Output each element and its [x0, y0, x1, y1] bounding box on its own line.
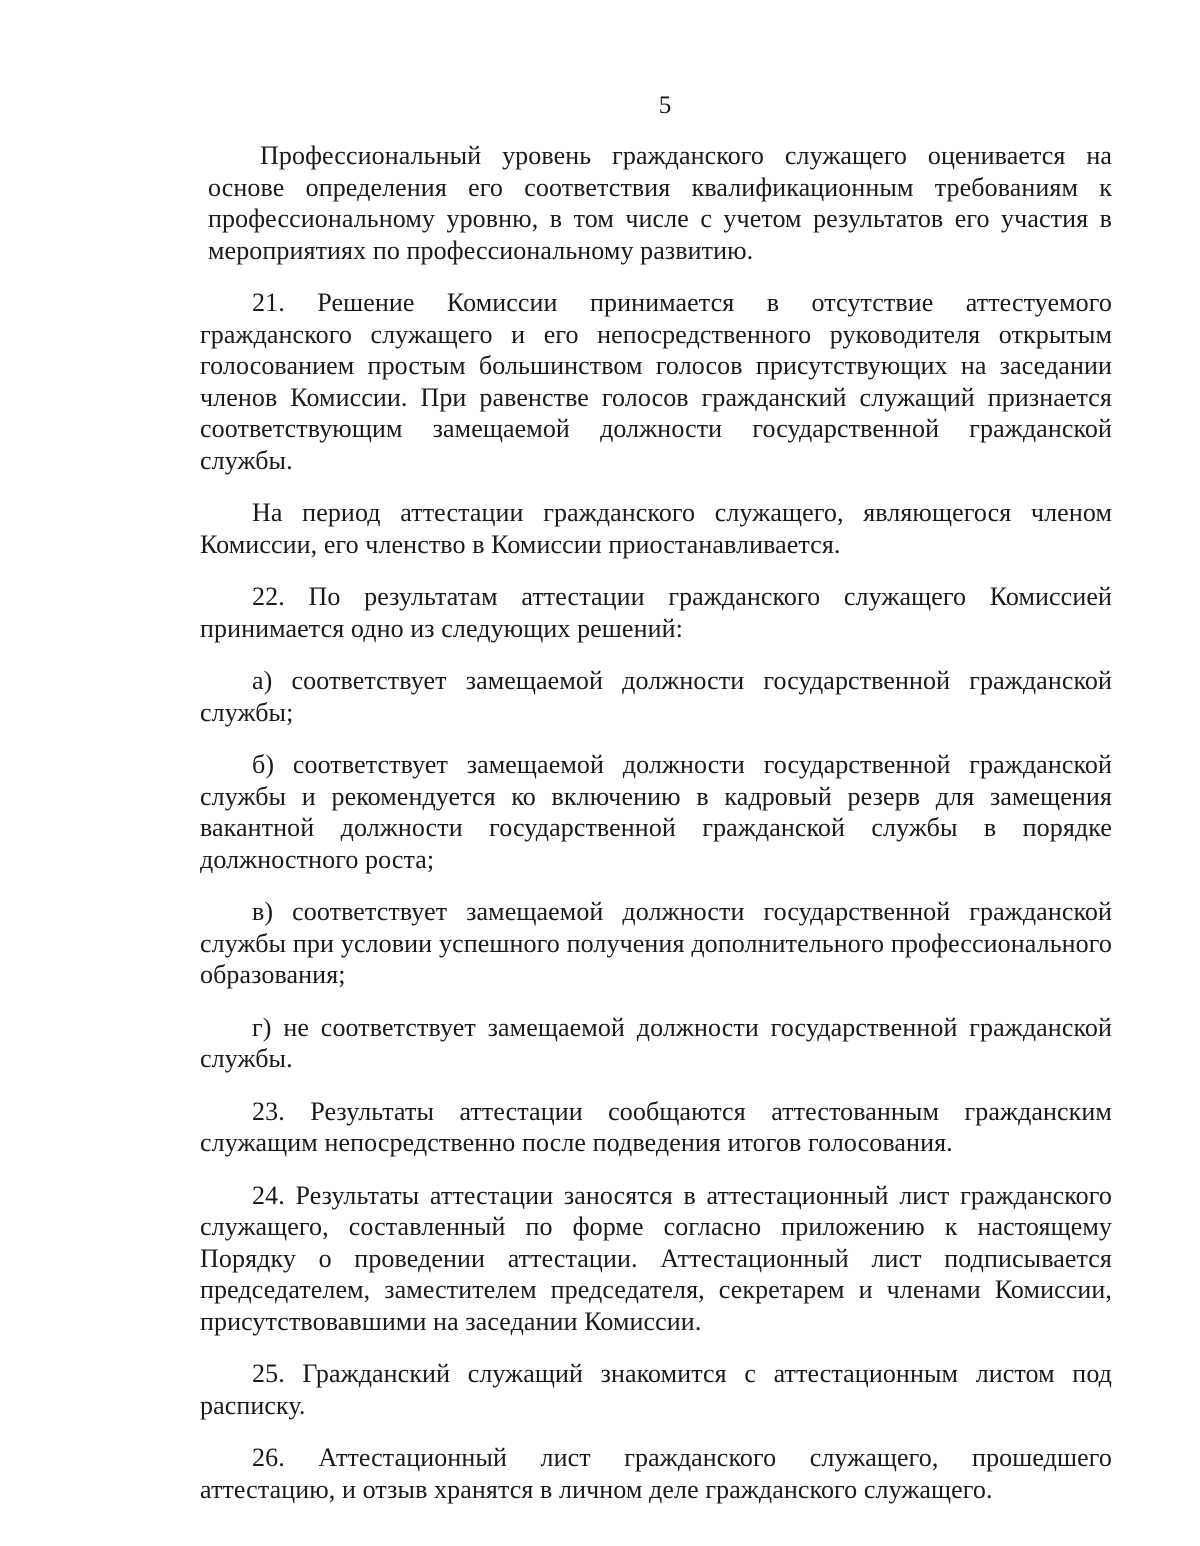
- paragraph-professional-level: Профессиональный уровень гражданского служащего оценивается на основе определения его соответствия квалификационным требованиям к профессиональному уровню, в том числе с учетом результатов его участия в мероприятиях по профессиональному развитию.: [208, 141, 1112, 265]
- paragraph-26: 26. Аттестационный лист гражданского служащего, прошедшего аттестацию, и отзыв хранятся в личном деле гражданского служащего.: [200, 1443, 1112, 1504]
- paragraph-22-g: г) не соответствует замещаемой должности государственной гражданской службы.: [200, 1012, 1112, 1073]
- paragraph-22-v: в) соответствует замещаемой должности государственной гражданской службы при условии успешного получения дополнительного профессионального образования;: [200, 897, 1112, 989]
- paragraph-21: 21. Решение Комиссии принимается в отсутствие аттестуемого гражданского служащего и его непосредственного руководителя открытым голосованием простым большинством голосов присутствующих на заседании членов Комиссии. При равенстве голосов гражданский служащий признается соответствующим замещаемой должности государственной гражданской службы.: [200, 288, 1112, 475]
- paragraph-22: 22. По результатам аттестации гражданского служащего Комиссией принимается одно из следующих решений:: [200, 582, 1112, 643]
- page-number: 5: [658, 92, 672, 119]
- paragraph-24: 24. Результаты аттестации заносятся в аттестационный лист гражданского служащего, составленный по форме согласно приложению к настоящему Порядку о проведении аттестации. Аттестационный лист подписывается председателем, заместителем председателя, секретарем и членами Комиссии, присутствовавшими на заседании Комиссии.: [200, 1180, 1112, 1336]
- paragraph-22-b: б) соответствует замещаемой должности государственной гражданской службы и рекомендуется ко включению в кадровый резерв для замещения вакантной должности государственной гражданской службы в порядке должностного роста;: [200, 750, 1112, 874]
- paragraph-22-a: а) соответствует замещаемой должности государственной гражданской службы;: [200, 666, 1112, 727]
- paragraph-membership-suspension: На период аттестации гражданского служащего, являющегося членом Комиссии, его членство в Комиссии приостанавливается.: [200, 498, 1112, 559]
- paragraph-25: 25. Гражданский служащий знакомится с аттестационным листом под расписку.: [200, 1359, 1112, 1420]
- document-body: [200, 140, 1112, 1526]
- paragraph-23: 23. Результаты аттестации сообщаются аттестованным гражданским служащим непосредственно после подведения итогов голосования.: [200, 1096, 1112, 1157]
